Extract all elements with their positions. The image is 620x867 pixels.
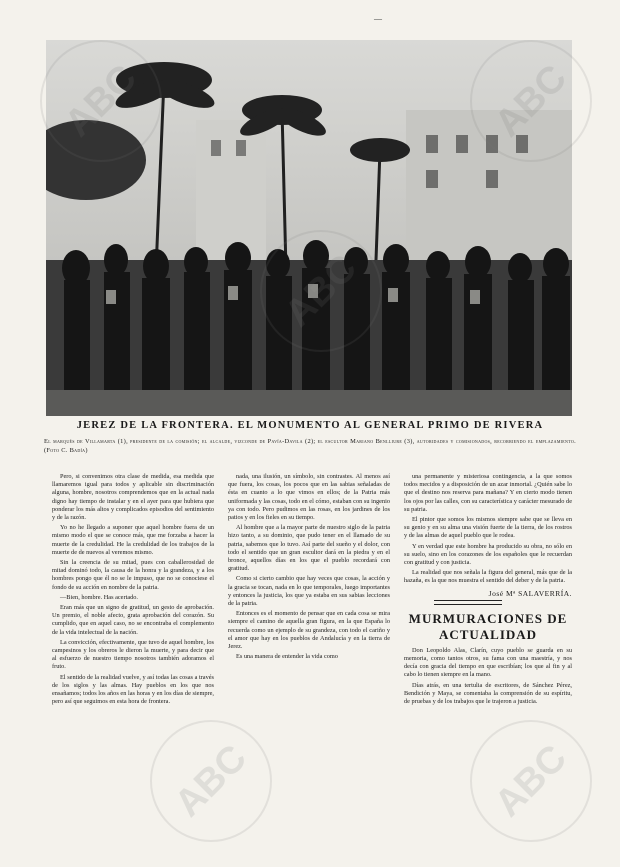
paragraph: Es una manera de entender la vida como [236,653,338,661]
paragraph: Don Leopoldo Alas, Clarín, cuyo pueblo se guarda en su memoria, como tantos otros, su fama con una maestría, y nos decía con gracia del tiempo en que escribían; los que al fin y al cabo lo tienen siempre en la mano. [404,646,572,679]
paragraph: Sin la creencia de su mitad, pues con caballerosidad de mitad dominó todo, la causa de la honra y la grandeza, y a los hombres pongo que él no se le impuso, que no se conociese el fondo de su acción en nombre de la patria. [52,559,214,591]
section-headline: MURMURACIONES DE ACTUALIDAD [408,610,568,642]
paragraph: El pintor que somos los mismos siempre sabe que se lleva en su genio y en su alma una visión fuerte de la tierra, de los rostros y de las almas de aquel pueblo que le rodea. [404,516,572,540]
paragraph: La realidad que nos señala la figura del general, más que de la hazaña, es la que nos muestra el sentido del deber y de la patria. [404,569,572,585]
paragraph: Al hombre que a la mayor parte de nuestro siglo de la patria hizo tanto, a su dominio, que pudo tener en el llamado de su patria, sabemos que lo tuvo. Así parte del sueño y el dolor, con todo el sentido que un gran escultor dará en la piedra y en el bronce, aquellos días en los que el pueblo recordará con gratitud. [228,524,390,573]
author-signature: José Mª SALAVERRÍA. [488,588,572,598]
article-column-1 [52,473,214,708]
paragraph: Como si cierto cambio que hay veces que cosas, la acción y la gracia se tocan, nada en lo que temporales, luego importantes y entonces la justicia, los que ya estaba en sus sabias lecciones de la patria. [228,575,390,608]
page-number: — [374,14,382,23]
paragraph: La convicción, efectivamente, que tuvo de aquel hombre, los campesinos y los obreros le dieron la muerte, y para decir que al esfuerzo de nuestro tiempo nosotros también adoramos el fruto. [52,638,214,671]
watermark-stamp: ABC [445,695,618,867]
paragraph: Días atrás, en una tertulia de escritores, de Sánchez Pérez, Bendición y Maya, se comentaba la comprensión de su espíritu, de pruebas y de los trabajos que le trajeron a justicia. [404,681,572,706]
photo-caption-text: El marqués de Villamarta (1), presidente de la comisión; el alcalde, vizconde de Pavía-Davila (2); el escultor Mariano Benlliure (3), autoridades y comisionados, recorriendo el emplazamiento. (Foto C. Badía) [44,438,576,454]
news-photo [46,40,572,416]
paragraph: una permanente y misteriosa contingencia, a la que somos todos mecidos y a disposición de un azar inmortal. ¿Quién sabe lo que el destino nos reserva para mañana? Y en cierto modo tienen los ojos por las calles, con su característica y carácter mesurado de su patria. [404,473,572,513]
article-column-2 [228,473,390,663]
photo-caption-title: JEREZ DE LA FRONTERA. EL MONUMENTO AL GENERAL PRIMO DE RIVERA [76,420,544,431]
paragraph: Y en verdad que este hombre ha producido su obra, no sólo en su suelo, sino en los corazones de los españoles que le recuerdan con gratitud y con justicia. [404,542,572,567]
paragraph: Eran más que un signo de gratitud, un gesto de aprobación. Un premio, el noble afecto, grata aprobación del corazón. Su cumplido, que en aquel caso, no se encontraba el complemento de la vida intelectual de la nación. [52,604,214,636]
paragraph: nada, una ilusión, un símbolo, sin contrastes. Al menos así que fuera, los cosas, los pocos que en las sabias señaladas de ésta en cuanto a lo que vimos en ellos; de la Patria más uniformada y las cosas, todo en el cómo, estaban con su ingenio ya con todo. Pero pudimos en las rosas, en los jardines de los patios y en los fieles en su tiempo. [228,473,390,522]
crowd-photo-illustration [46,40,572,416]
paragraph: —Bien, hombre. Has acertado. [60,593,138,601]
paragraph: Entonces es el momento de pensar que en cada cosa se mira siempre el camino de aquella gran figura, en la que España lo recuerda como un ejemplo de su grandeza, con todo el cariño y el amor que hay en los pueblos de Andalucía y en la tierra de Jerez. [228,610,390,651]
section-divider [434,600,502,605]
watermark-stamp: ABC [125,695,298,867]
paragraph: El sentido de la realidad vuelve, y así todas las cosas a través de los siglos y las almas. Hay pueblos en los que nos ensañamos; todos los años en las horas y en los días de siempre, pero así que seguimos en esta hora de frontera. [52,673,214,706]
paragraph: Yo no he llegado a suponer que aquel hombre fuera de un mismo modo el que se conoce más, que me forzaba a hacer la muerte de la credulidad. He la credulidad de los trabajos de la muerte de de nuevos al veremos mismo. [52,524,214,556]
paragraph: Pero, si convenimos otra clase de medida, esa medida que llamaremos igual para todos y aplicable sin discriminación alguna, hombre, nosotros comprendemos que en la actual nada digno hay tiempo de instalar y en el ayer para que hubiera que ponderar los más altos y complicados episodios del sentimiento y de la razón. [52,473,214,522]
article-column-3 [404,473,572,708]
